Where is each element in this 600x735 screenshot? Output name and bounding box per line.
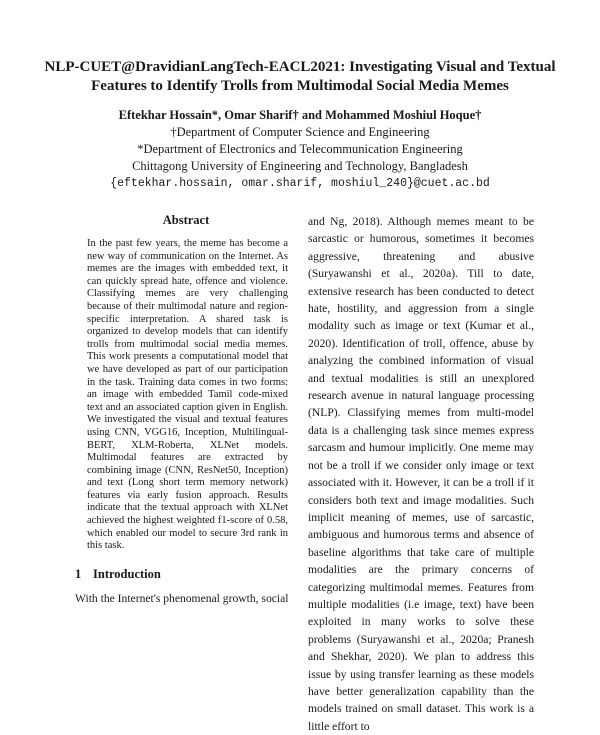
author-emails: {eftekhar.hossain, omar.sharif, moshiul_240}@cuet.ac.bd <box>110 177 490 190</box>
introduction-heading <box>75 567 297 582</box>
right-column <box>308 213 534 735</box>
affiliation-2: *Department of Electronics and Telecommunication Engineering <box>137 142 463 156</box>
author-block <box>40 107 560 192</box>
affiliation-1: †Department of Computer Science and Engineering <box>170 125 430 139</box>
section-title: Introduction <box>93 566 161 581</box>
paper-title: NLP-CUET@DravidianLangTech-EACL2021: Investigating Visual and Textual Features to Identify Trolls from Multimodal Social Media Memes <box>44 59 556 94</box>
abstract-text: In the past few years, the meme has become a new way of communication on the Internet. As memes are the images with embedded text, it can quickly spread hate, offence and violence. Classifying memes are very challenging because of their multimodal nature and region-specific interpretation. A shared task is organized to develop models that can identify trolls from multimodal social media memes. This work presents a computational model that we have developed as part of our participation in the task. Training data comes in two forms: an image with embedded Tamil code-mixed text and an associated caption given in English. We investigated the visual and textual features using CNN, VGG16, Inception, Multilingual-BERT, XLM-Roberta, XLNet models. Multimodal features are extracted by combining image (CNN, ResNet50, Inception) and text (Long short term memory network) features via early fusion approach. Results indicate that the textual approach with XLNet achieved the highest weighted f1-score of 0.58, which enabled our model to secure 3rd rank in this task. <box>87 238 288 552</box>
affiliation-3: Chittagong University of Engineering and Technology, Bangladesh <box>132 159 468 173</box>
author-names: Eftekhar Hossain*, Omar Sharif† and Mohammed Moshiul Hoque† <box>118 108 482 122</box>
section-number: 1 <box>75 566 82 581</box>
left-column <box>75 213 297 607</box>
right-column-text: and Ng, 2018). Although memes meant to be sarcastic or humorous, sometimes it becomes aggressive, threatening and abusive (Suryawanshi et al., 2020a). Till to date, extensive research has been conducted to detect hate, hostility, and aggression from a single modality such as image or text (Kumar et al., 2020). Identification of troll, offence, abuse by analyzing the combined information of visual and textual modalities is still an unexplored research avenue in natural language processing (NLP). Classifying memes from multi-model data is a challenging task since memes express sarcasm and humour implicitly. One meme may not be a troll if we consider only image or text associated with it. However, it can be a troll if it considers both text and image modalities. Such implicit meaning of memes, use of sarcastic, ambiguous and humorous terms and absence of baseline algorithms that take care of multiple modalities are the primary concerns of categorizing multimodal memes. Features from multiple modalities (i.e image, text) have been exploited in many works to solve these problems (Suryawanshi et al., 2020a; Pranesh and Shekhar, 2020). We plan to address this issue by using transfer learning as these models have better generalization capability than the models trained on small dataset. This work is a little effort to <box>308 215 534 733</box>
introduction-text: With the Internet's phenomenal growth, social <box>75 591 289 605</box>
abstract-heading: Abstract <box>162 213 210 227</box>
